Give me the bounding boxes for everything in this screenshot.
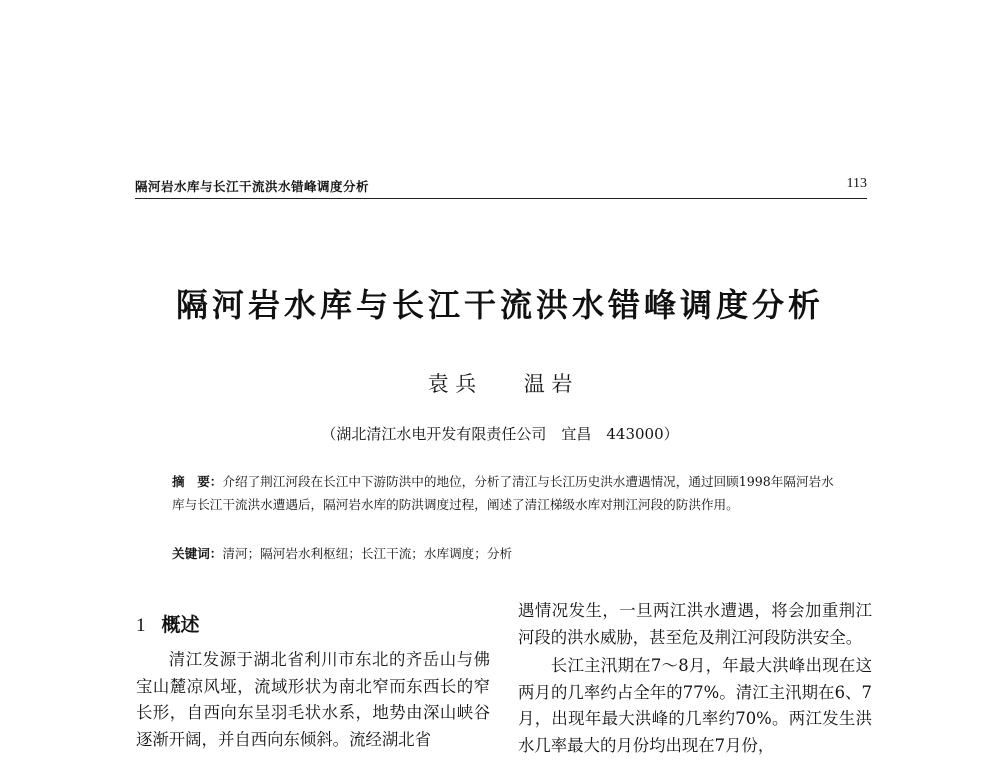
affiliation: （湖北清江水电开发有限责任公司 宜昌 443000） bbox=[321, 425, 679, 443]
authors bbox=[0, 368, 1000, 398]
page-number: 113 bbox=[846, 176, 867, 191]
section-number: 1 bbox=[136, 615, 146, 636]
keywords-text: 清河；隔河岩水利枢纽；长江干流；水库调度；分析 bbox=[222, 546, 513, 561]
left-column bbox=[136, 600, 490, 753]
continued-paragraph: 遇情况发生，一旦两江洪水遭遇，将会加重荆江河段的洪水威胁，甚至危及荆江河段防洪安全。 bbox=[518, 601, 872, 647]
running-head bbox=[135, 176, 867, 199]
running-title: 隔河岩水库与长江干流洪水错峰调度分析 bbox=[135, 179, 370, 194]
author-2: 温 岩 bbox=[523, 372, 573, 396]
section-heading bbox=[136, 610, 490, 637]
section-title: 概述 bbox=[161, 614, 200, 636]
abstract-label: 摘 要： bbox=[172, 474, 223, 489]
abstract bbox=[172, 470, 844, 516]
paragraph-2: 长江主汛期在7～8月，年最大洪峰出现在这两月的几率约占全年的77%。清江主汛期在6、7月，出现年最大洪峰的几率约70%。两江发生洪水几率最大的月份均出现在7月份， bbox=[518, 656, 872, 755]
abstract-text: 介绍了荆江河段在长江中下游防洪中的地位，分析了清江与长江历史洪水遭遇情况，通过回顾1998年隔河岩水库与长江干流洪水遭遇后，隔河岩水库的防洪调度过程，阐述了清江梯级水库对荆江河段的防洪作用。 bbox=[172, 474, 834, 512]
section1-paragraph: 清江发源于湖北省利川市东北的齐岳山与佛宝山麓凉风垭，流域形状为南北窄而东西长的窄长形，自西向东呈羽毛状水系，地势由深山峡谷逐渐开阔，并自西向东倾斜。流经湖北省 bbox=[136, 650, 490, 749]
keywords-label: 关键词： bbox=[172, 546, 223, 561]
paper-title: 隔河岩水库与长江干流洪水错峰调度分析 bbox=[175, 286, 824, 324]
right-column bbox=[518, 598, 872, 759]
keywords bbox=[172, 542, 844, 565]
author-1: 袁 兵 bbox=[427, 372, 477, 396]
